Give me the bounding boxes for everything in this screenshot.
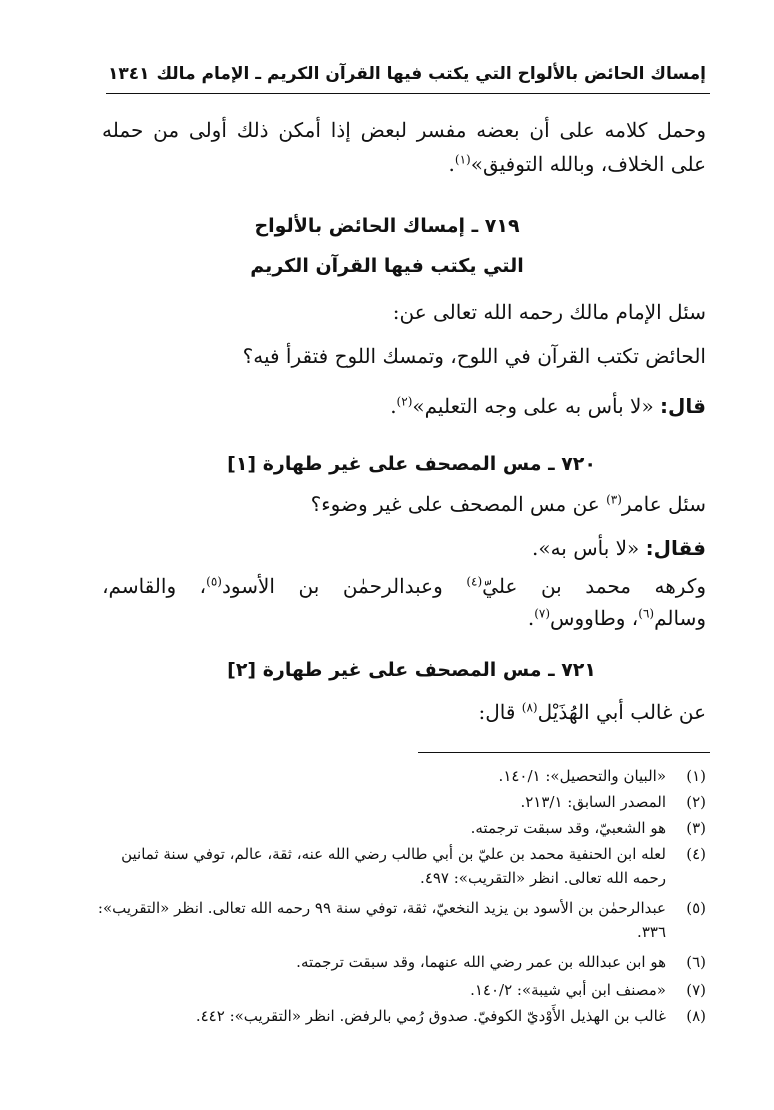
footnote-ref-7: (٧) [534,606,551,621]
footnote [94,1004,706,1028]
footnote-ref-3: (٣) [606,492,622,507]
narration-word [343,572,443,600]
footnote-ref-6: (٦) [638,606,655,621]
footnote-number: (٥) [686,899,706,917]
section-719-title-line-2: التي يكتب فيها القرآن الكريم [250,255,524,277]
narration-word [200,572,275,600]
intro-word: إذا [330,118,351,142]
intro-word: على [559,118,595,142]
section-720-question [311,490,706,518]
intro-period: . [448,152,455,176]
section-720-title: ٧٢٠ ـ مس المصحف على غير طهارة [١] [227,453,596,475]
intro-word: كلامه [604,118,648,142]
footnote-text: المصدر السابق: ٢١٣/١. [520,793,666,811]
narration-salim: وسالم [654,606,706,630]
narration-word-text: وعبدالرحمٰن [342,574,443,598]
narration-word-text: وكرهه [654,574,706,598]
footnote-text: لعله ابن الحنفية محمد بن عليّ بن أبي طالب رضي الله عنه، ثقة، عالم، توفي سنة ثمانين رحمه الله تعالى. انظر «التقريب»: ٤٩٧. [121,845,666,887]
answer-text: «لا بأس به على وجه التعليم» [412,394,661,418]
footnote-text: «البيان والتحصيل»: ١٤٠/١. [498,767,666,785]
footnote [94,978,706,1002]
footnote-ref-8: (٨) [521,700,538,715]
narration-word [102,572,176,600]
footnote-rule [418,752,710,753]
section-721-line [479,698,707,726]
answer-label: فقال: [645,536,706,560]
section-719-question-intro: سئل الإمام مالك رحمه الله تعالى عن: [392,300,706,324]
footnote [94,896,706,944]
footnote-number: (٦) [686,953,706,971]
footnote-text: هو الشعبيّ، وقد سبقت ترجمته. [470,819,666,837]
footnote-number: (٣) [686,819,706,837]
header-rule [106,93,710,94]
intro-word: مفسر [416,118,467,142]
footnote [94,790,706,814]
intro-line-2 [449,150,706,178]
footnote [94,764,706,788]
intro-word: أمكن [278,118,321,142]
punctuation: ، [199,574,207,598]
line-after: قال: [478,700,522,724]
footnote-text: هو ابن عبدالله بن عمر رضي الله عنهما، وقد سبقت ترجمته. [296,953,666,971]
footnote-text: غالب بن الهذيل الأَوْديّ الكوفيّ. صدوق رُمي بالرفض. انظر «التقريب»: ٤٤٢. [195,1007,666,1025]
footnote-text: «مصنف ابن أبي شيبة»: ١٤٠/٢. [470,981,666,999]
footnote-number: (٢) [686,793,706,811]
question-before: سئل عامر [621,492,706,516]
intro-word: أولى [188,118,227,142]
narration-word [541,572,562,600]
narration-word [585,572,631,600]
answer-label: قال: [660,394,706,418]
footnote [94,842,706,890]
narration-word-text: والقاسم، [102,574,177,598]
narration-word [466,572,517,600]
intro-word: أن [529,118,550,142]
intro-word: وحمل [657,118,706,142]
intro-line-1 [102,116,706,144]
footnote-number: (٤) [686,845,706,863]
section-721-title: ٧٢١ ـ مس المصحف على غير طهارة [٢] [227,659,596,681]
line-before: عن غالب أبي الهُذَيْل [537,700,706,724]
footnote-ref: (٥) [206,574,222,589]
footnote-number: (٧) [686,981,706,999]
footnote-number: (١) [686,767,706,785]
answer-text: «لا بأس به». [531,536,646,560]
intro-word: بعضه [476,118,520,142]
narration-word [655,572,706,600]
section-720-answer [532,534,706,562]
narration-word [298,572,319,600]
section-719-question: الحائض تكتب القرآن في اللوح، وتمسك اللوح فتقرأ فيه؟ [242,344,706,368]
narration-period: . [527,606,535,630]
page-number: ١٣٤١ [108,64,150,84]
narration-word-text: محمد [585,574,631,598]
footnote [94,950,706,974]
footnote-number: (٨) [686,1007,706,1025]
section-719-answer [390,392,706,420]
answer-period: . [390,394,397,418]
narration-word-text: بن [298,574,320,598]
intro-word: من [153,118,180,142]
section-720-narration-line-2 [528,604,706,632]
question-after: عن مس المصحف على غير وضوء؟ [310,492,607,516]
section-720-narration-line-1 [102,572,706,600]
intro-word: لبعض [360,118,407,142]
intro-word: حمله [102,118,144,142]
narration-word-text: بن [540,574,562,598]
footnote-ref-2: (٢) [396,394,413,409]
footnote-ref: (٤) [466,574,483,589]
narration-word-text: عليّ [482,574,518,598]
narration-word-text: الأسود [221,574,275,598]
footnote-ref-1: (١) [454,152,471,167]
intro-word: ذلك [236,118,269,142]
running-header [108,60,706,88]
footnote [94,816,706,840]
section-719-title-line-1: ٧١٩ ـ إمساك الحائض بالألواح [254,215,520,237]
footnote-text: عبدالرحمٰن بن الأسود بن يزيد النخعيّ، ثقة، توفي سنة ٩٩ رحمه الله تعالى. انظر «التقريب»: ٣٣٦. [97,899,666,941]
narration-tawus: ، وطاووس [550,606,639,630]
intro-text: على الخلاف، وبالله التوفيق» [470,152,706,176]
running-title: إمساك الحائض بالألواح التي يكتب فيها القرآن الكريم ـ الإمام مالك [156,64,706,84]
